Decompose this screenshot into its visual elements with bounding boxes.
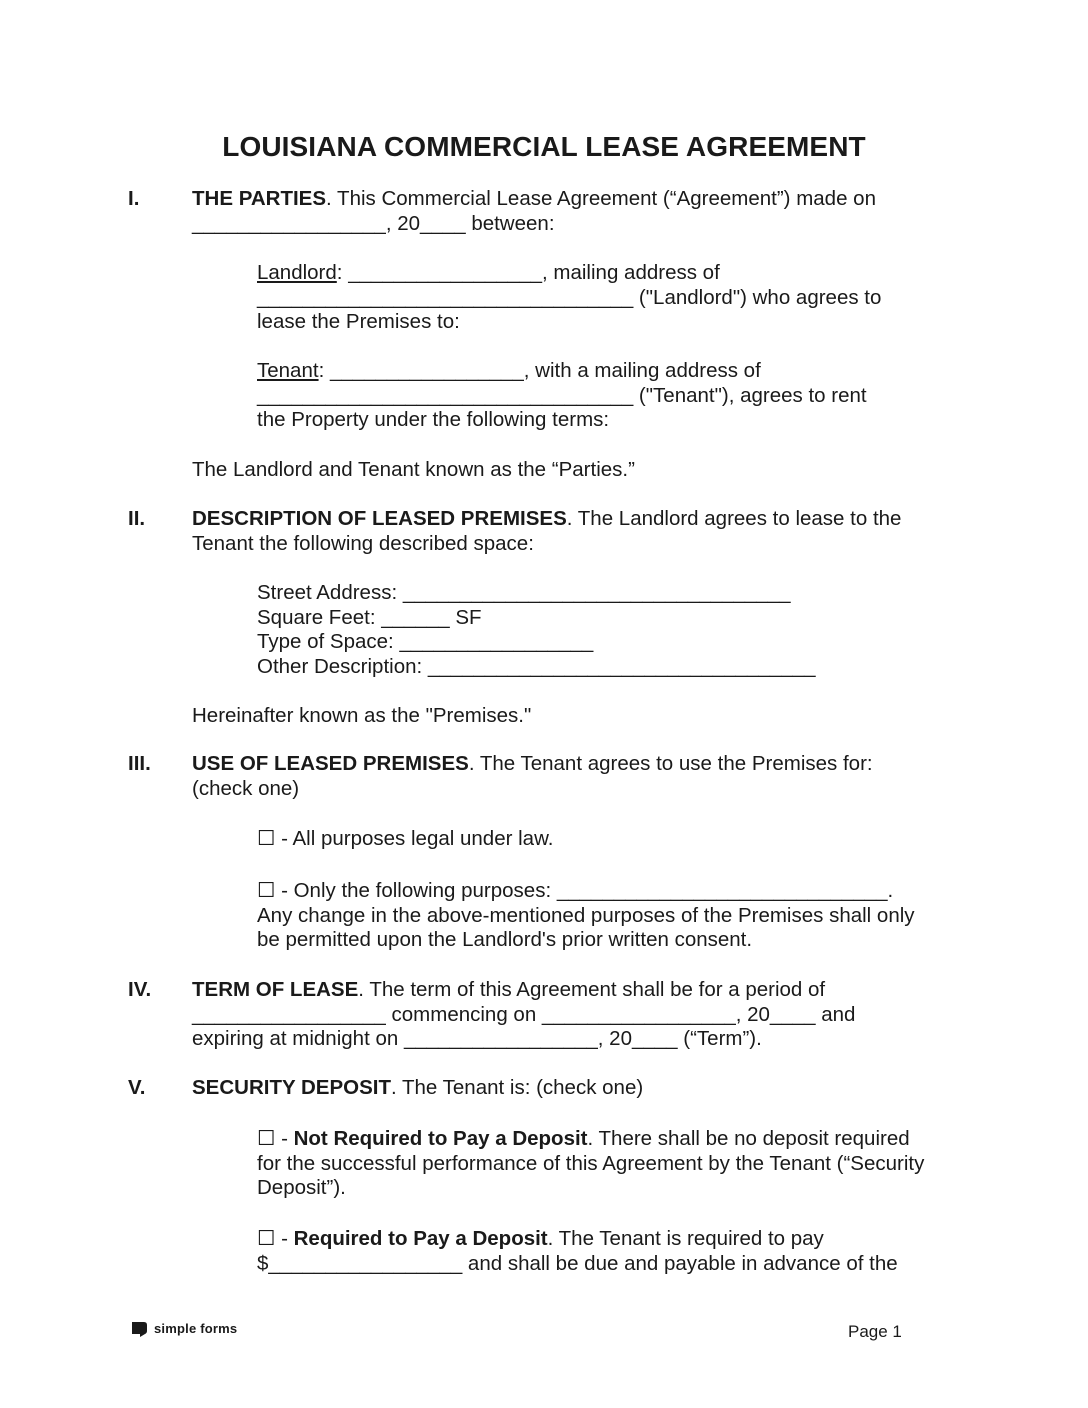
text: Any change in the above-mentioned purposes of the Premises shall only <box>257 903 915 927</box>
tenant-label: Tenant <box>257 359 319 382</box>
parties-note: The Landlord and Tenant known as the “Parties.” <box>192 458 635 481</box>
option-label: - All purposes legal under law. <box>275 827 554 850</box>
checkbox-icon[interactable]: ☐ <box>257 1227 276 1250</box>
use-option-all-purposes <box>257 827 957 852</box>
option-heading: Not Required to Pay a Deposit <box>293 1127 588 1150</box>
street-address-line: Street Address: __________________________________ <box>257 581 791 604</box>
text: . The term of this Agreement shall be for a period of <box>358 978 826 1001</box>
text: (check one) <box>192 776 300 800</box>
option-heading: Required to Pay a Deposit <box>293 1227 548 1250</box>
option-label: . There shall be no deposit required <box>587 1127 910 1150</box>
premises-details <box>257 581 957 679</box>
text: Deposit”). <box>257 1176 346 1200</box>
checkbox-icon[interactable]: ☐ <box>257 827 276 850</box>
section-body <box>192 187 952 236</box>
text: for the successful performance of this Agreement by the Tenant (“Security <box>257 1151 925 1175</box>
text: $_________________ and shall be due and payable in advance of the <box>257 1251 898 1275</box>
landlord-block <box>257 261 957 335</box>
text: : _________________, mailing address of <box>336 261 720 284</box>
text: lease the Premises to: <box>257 310 460 334</box>
section-number: II. <box>128 507 146 530</box>
section-number: III. <box>128 752 151 775</box>
simple-forms-logo <box>131 1320 237 1338</box>
page-number: Page 1 <box>848 1322 902 1341</box>
section-heading: SECURITY DEPOSIT <box>192 1076 391 1099</box>
text: _________________ commencing on _________________, 20____ and <box>192 1002 856 1026</box>
landlord-label: Landlord <box>257 261 337 284</box>
section-heading: DESCRIPTION OF LEASED PREMISES <box>192 507 567 530</box>
text: the Property under the following terms: <box>257 408 610 432</box>
text: _________________________________ ("Tenant"), agrees to rent <box>257 383 867 407</box>
option-label: . The Tenant is required to pay <box>547 1227 824 1250</box>
section-number: IV. <box>128 978 152 1001</box>
square-feet-line: Square Feet: ______ SF <box>257 605 482 629</box>
section-body <box>192 1076 952 1101</box>
text: . The Tenant is: (check one) <box>390 1076 644 1099</box>
other-description-line: Other Description: __________________________________ <box>257 654 816 678</box>
option-label: - Only the following purposes: _____________________________. <box>275 879 894 902</box>
text: expiring at midnight on _________________, 20____ (“Term”). <box>192 1027 762 1051</box>
section-number: I. <box>128 187 140 210</box>
text: _________________________________ ("Landlord") who agrees to <box>257 285 882 309</box>
checkbox-icon[interactable]: ☐ <box>257 1127 276 1150</box>
text: _________________, 20____ between: <box>192 211 555 235</box>
text: be permitted upon the Landlord's prior written consent. <box>257 928 753 952</box>
section-heading: TERM OF LEASE <box>192 978 359 1001</box>
logo-text: simple forms <box>154 1320 238 1336</box>
tenant-block <box>257 359 957 433</box>
simple-forms-logo-icon <box>131 1321 148 1338</box>
section-number: V. <box>128 1076 146 1099</box>
section-body <box>192 752 952 801</box>
text: : _________________, with a mailing address of <box>318 359 761 382</box>
deposit-option-not-required: ☐ - Not Required to Pay a Deposit. There shall be no deposit required for the successful performance of this Agreement by the Tenant (“Security Deposit”). <box>257 1127 957 1201</box>
section-body <box>192 507 952 556</box>
document-title: LOUISIANA COMMERCIAL LEASE AGREEMENT <box>222 131 866 162</box>
section-heading: THE PARTIES <box>192 187 327 210</box>
section-body <box>192 978 952 1052</box>
type-of-space-line: Type of Space: _________________ <box>257 630 594 654</box>
section-heading: USE OF LEASED PREMISES <box>192 752 469 775</box>
checkbox-icon[interactable]: ☐ <box>257 879 276 902</box>
text: Tenant the following described space: <box>192 531 534 555</box>
text: . The Tenant agrees to use the Premises for: <box>468 752 873 775</box>
use-option-following-purposes <box>257 879 957 953</box>
text: . This Commercial Lease Agreement (“Agreement”) made on <box>326 187 876 210</box>
deposit-option-required: ☐ - Required to Pay a Deposit. The Tenant is required to pay $_________________ and shall be due and payable in advance of the <box>257 1227 957 1276</box>
premises-note: Hereinafter known as the "Premises." <box>192 704 532 727</box>
text: . The Landlord agrees to lease to the <box>566 507 902 530</box>
